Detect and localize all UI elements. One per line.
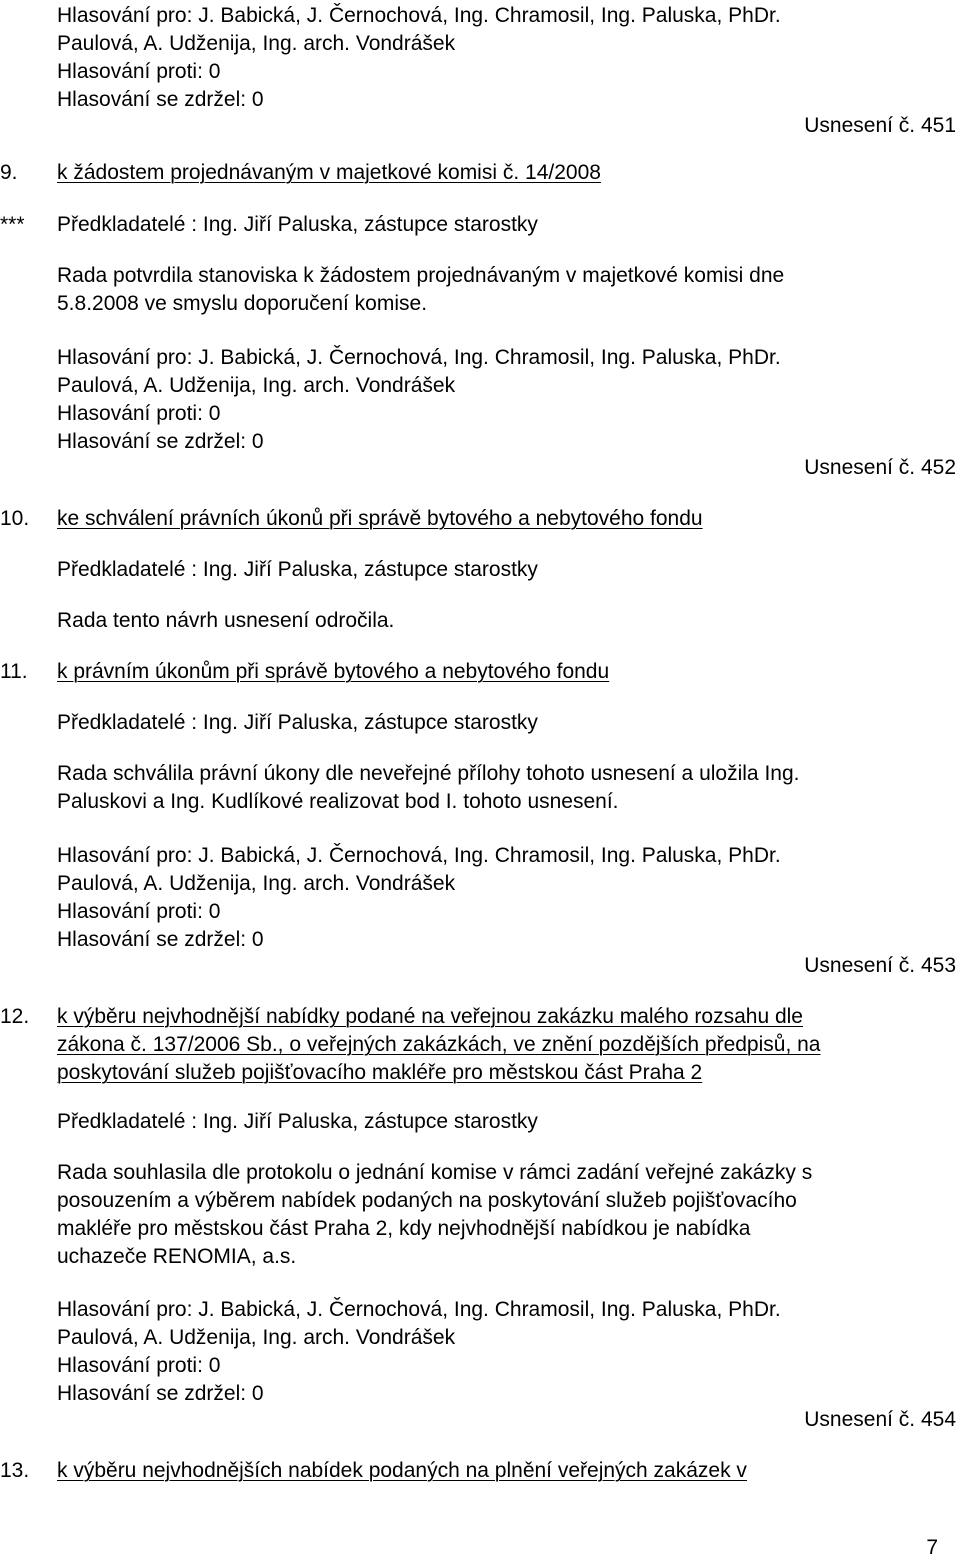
resolution-number-451: Usnesení č. 451 [804, 114, 956, 137]
page-number: 7 [926, 1536, 938, 1559]
item-12-title-2: zákona č. 137/2006 Sb., o veřejných zakázkách, ve znění pozdějších předpisů, na [57, 1033, 821, 1056]
item-9-number: 9. [0, 161, 18, 184]
vote-for-line-1: Hlasování pro: J. Babická, J. Černochová, Ing. Chramosil, Ing. Paluska, PhDr. [57, 346, 781, 369]
item-9-stars: *** [0, 213, 25, 236]
item-9-title: k žádostem projednávaným v majetkové komisi č. 14/2008 [57, 161, 601, 184]
resolution-number-453: Usnesení č. 453 [804, 954, 956, 977]
vote-for-line-1: Hlasování pro: J. Babická, J. Černochová, Ing. Chramosil, Ing. Paluska, PhDr. [57, 1298, 781, 1321]
item-12-title-1: k výběru nejvhodnější nabídky podané na veřejnou zakázku malého rozsahu dle [57, 1005, 803, 1028]
item-13-number: 13. [0, 1459, 30, 1482]
item-10-number: 10. [0, 507, 30, 530]
vote-against: Hlasování proti: 0 [57, 1354, 221, 1377]
vote-abstain: Hlasování se zdržel: 0 [57, 88, 264, 111]
item-12-title-3: poskytování služeb pojišťovacího makléře pro městskou část Praha 2 [57, 1061, 703, 1084]
item-11-text-1: Rada schválila právní úkony dle neveřejné přílohy tohoto usnesení a uložila Ing. [57, 762, 800, 785]
vote-abstain: Hlasování se zdržel: 0 [57, 430, 264, 453]
item-9-proposer: Předkladatelé : Ing. Jiří Paluska, zástupce starostky [57, 213, 538, 236]
item-12-text-1: Rada souhlasila dle protokolu o jednání komise v rámci zadání veřejné zakázky s [57, 1161, 813, 1184]
item-12-text-3: makléře pro městskou část Praha 2, kdy nejvhodnější nabídkou je nabídka [57, 1217, 751, 1240]
vote-for-line-2: Paulová, A. Udženija, Ing. arch. Vondrášek [57, 872, 456, 895]
vote-abstain: Hlasování se zdržel: 0 [57, 928, 264, 951]
item-13-title-1: k výběru nejvhodnějších nabídek podaných na plnění veřejných zakázek v [57, 1459, 747, 1482]
vote-for-line-2: Paulová, A. Udženija, Ing. arch. Vondrášek [57, 374, 456, 397]
item-11-title: k právním úkonům při správě bytového a nebytového fondu [57, 660, 610, 683]
item-12-text-4: uchazeče RENOMIA, a.s. [57, 1245, 297, 1268]
item-9-text-1: Rada potvrdila stanoviska k žádostem projednávaným v majetkové komisi dne [57, 264, 785, 287]
item-11-proposer: Předkladatelé : Ing. Jiří Paluska, zástupce starostky [57, 711, 538, 734]
vote-for-line-2: Paulová, A. Udženija, Ing. arch. Vondrášek [57, 1326, 456, 1349]
item-9-text-2: 5.8.2008 ve smyslu doporučení komise. [57, 292, 428, 315]
vote-abstain: Hlasování se zdržel: 0 [57, 1382, 264, 1405]
item-12-proposer: Předkladatelé : Ing. Jiří Paluska, zástupce starostky [57, 1110, 538, 1133]
resolution-number-454: Usnesení č. 454 [804, 1408, 956, 1431]
item-12-text-2: posouzením a výběrem nabídek podaných na poskytování služeb pojišťovacího [57, 1189, 797, 1212]
item-10-text-1: Rada tento návrh usnesení odročila. [57, 609, 395, 632]
item-10-proposer: Předkladatelé : Ing. Jiří Paluska, zástupce starostky [57, 558, 538, 581]
vote-for-line-1: Hlasování pro: J. Babická, J. Černochová, Ing. Chramosil, Ing. Paluska, PhDr. [57, 4, 781, 27]
resolution-number-452: Usnesení č. 452 [804, 456, 956, 479]
item-11-text-2: Paluskovi a Ing. Kudlíkové realizovat bod I. tohoto usnesení. [57, 790, 619, 813]
vote-against: Hlasování proti: 0 [57, 900, 221, 923]
vote-for-line-1: Hlasování pro: J. Babická, J. Černochová, Ing. Chramosil, Ing. Paluska, PhDr. [57, 844, 781, 867]
vote-against: Hlasování proti: 0 [57, 402, 221, 425]
vote-for-line-2: Paulová, A. Udženija, Ing. arch. Vondrášek [57, 32, 456, 55]
item-10-title: ke schválení právních úkonů při správě bytového a nebytového fondu [57, 507, 703, 530]
item-12-number: 12. [0, 1005, 30, 1028]
item-11-number: 11. [0, 660, 28, 683]
vote-against: Hlasování proti: 0 [57, 60, 221, 83]
